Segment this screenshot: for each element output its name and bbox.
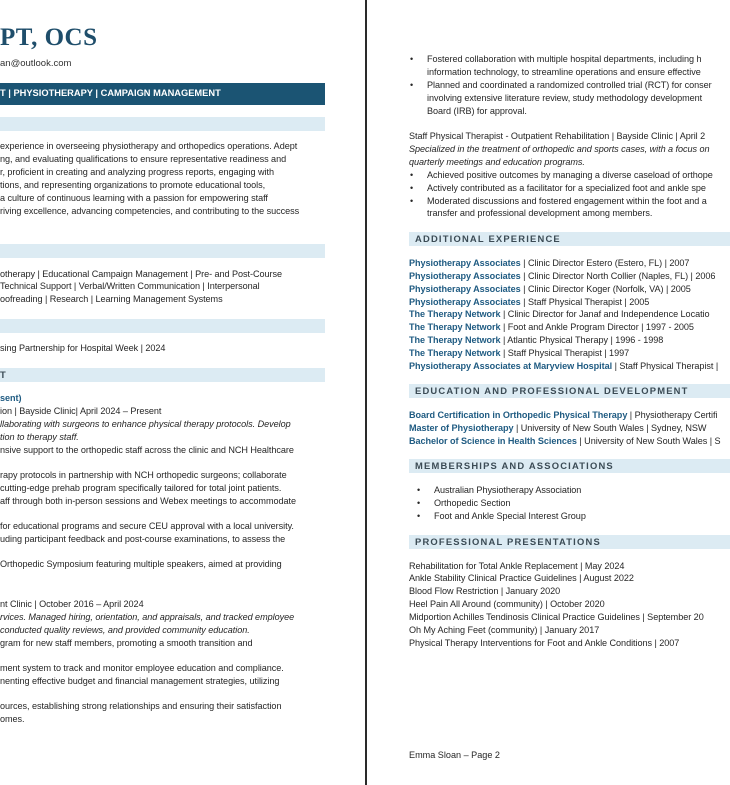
job2-bullet-line: nenting effective budget and financial management strategies, utilizing (0, 676, 280, 686)
bullet-line: Planned and coordinated a randomized controlled trial (RCT) for conser (427, 80, 712, 90)
job1-bullet-line: nsive support to the orthopedic staff across the clinic and NCH Healthcare (0, 445, 294, 455)
membership-item: Australian Physiotherapy Association (434, 485, 582, 495)
job3-bullet: Actively contributed as a facilitator for a specialized foot and ankle spe (427, 183, 706, 193)
additional-experience-item: The Therapy Network | Foot and Ankle Program Director | 1997 - 2005 (409, 322, 694, 332)
bullet-icon: • (417, 511, 421, 521)
education-item: Board Certification in Orthopedic Physical Therapy | Physiotherapy Certifi (409, 410, 718, 420)
presentations-band (409, 535, 730, 549)
job1-bullet-line: rapy protocols in partnership with NCH orthopedic surgeons; collaborate (0, 470, 287, 480)
bullet-line: Fostered collaboration with multiple hospital departments, including h (427, 54, 702, 64)
presentation-item: Rehabilitation for Total Ankle Replacement | May 2024 (409, 561, 625, 571)
job1-bullet-line: uding participant feedback and post-course examinations, to assess the (0, 534, 286, 544)
summary-line: riving excellence, advancing competencies, and contributing to the success (0, 206, 300, 216)
section-header: EDUCATION AND PROFESSIONAL DEVELOPMENT (415, 385, 689, 396)
additional-experience-item: The Therapy Network | Staff Physical Therapist | 1997 (409, 348, 630, 358)
job3-bullet: Moderated discussions and fostered engagement within the foot and a (427, 196, 707, 206)
bullet-line: information technology, to streamline operations and ensure effective (427, 67, 701, 77)
summary-line: ng, and evaluating qualifications to ensure representative readiness and (0, 154, 287, 164)
additional-experience-item: Physiotherapy Associates | Staff Physical Therapist | 2005 (409, 297, 650, 307)
additional-experience-item: Physiotherapy Associates | Clinic Director North Collier (Naples, FL) | 2006 (409, 271, 716, 281)
job1-bullet-line: aff through both in-person sessions and Webex meetings to accommodate (0, 496, 296, 506)
summary-section-band (0, 117, 325, 131)
summary-line: a culture of continuous learning with a passion for empowering staff (0, 193, 268, 203)
bullet-line: involving extensive literature review, study methodology development (427, 93, 703, 103)
job3-description: quarterly meetings and education programs. (409, 157, 585, 167)
additional-experience-item: The Therapy Network | Atlantic Physical Therapy | 1996 - 1998 (409, 335, 664, 345)
membership-item: Orthopedic Section (434, 498, 511, 508)
job2-description: conducted quality reviews, and provided community education. (0, 625, 250, 635)
resume-page-2 (367, 0, 730, 785)
skills-line: otherapy | Educational Campaign Management | Pre- and Post-Course (0, 269, 283, 279)
section-header: PROFESSIONAL PRESENTATIONS (415, 536, 601, 547)
job3-description: Specialized in the treatment of orthopedic and sports cases, with a focus on (409, 144, 710, 154)
additional-experience-band (409, 232, 730, 246)
bullet-icon: • (410, 54, 414, 64)
additional-experience-item: Physiotherapy Associates at Maryview Hospital | Staff Physical Therapist | (409, 361, 719, 371)
bullet-icon: • (410, 80, 414, 90)
bullet-icon: • (410, 183, 414, 193)
bullet-line: Board (IRB) for approval. (427, 106, 527, 116)
page-footer: Emma Sloan – Page 2 (409, 750, 500, 760)
contact-email[interactable]: an@outlook.com (0, 58, 72, 69)
specialty-banner (0, 83, 325, 105)
job1-description: tion to therapy staff. (0, 432, 79, 442)
summary-line: r, proficient in creating and analyzing progress reports, engaging with (0, 167, 274, 177)
section-header: ADDITIONAL EXPERIENCE (415, 233, 561, 244)
bullet-icon: • (417, 498, 421, 508)
job2-title: nt Clinic | October 2016 – April 2024 (0, 599, 144, 609)
candidate-name: PT, OCS (0, 24, 98, 51)
bullet-icon: • (410, 196, 414, 206)
membership-item: Foot and Ankle Special Interest Group (434, 511, 586, 521)
job2-bullet-line: gram for new staff members, promoting a smooth transition and (0, 638, 253, 648)
skills-section-band (0, 244, 325, 258)
education-item: Bachelor of Science in Health Sciences | University of New South Wales | S (409, 436, 721, 446)
summary-line: tions, and representing organizations to promote educational tools, (0, 180, 266, 190)
presentation-item: Heel Pain All Around (community) | October 2020 (409, 599, 605, 609)
additional-experience-item: The Therapy Network | Clinic Director for Janaf and Independence Locatio (409, 309, 710, 319)
job1-company: sent) (0, 393, 22, 403)
presentation-item: Blood Flow Restriction | January 2020 (409, 586, 561, 596)
presentation-item: Ankle Stability Clinical Practice Guidelines | August 2022 (409, 573, 634, 583)
summary-line: experience in overseeing physiotherapy and orthopedics operations. Adept (0, 141, 298, 151)
job1-title: ion | Bayside Clinic| April 2024 – Present (0, 406, 162, 416)
presentation-item: Oh My Aching Feet (community) | January 2017 (409, 625, 600, 635)
education-band (409, 384, 730, 398)
job2-bullet-line: ment system to track and monitor employee education and compliance. (0, 663, 284, 673)
bullet-icon: • (410, 170, 414, 180)
additional-experience-item: Physiotherapy Associates | Clinic Director Estero (Estero, FL) | 2007 (409, 258, 690, 268)
experience-header: T (0, 369, 7, 380)
experience-section-band (0, 368, 325, 382)
banner-text: T | PHYSIOTHERAPY | CAMPAIGN MANAGEMENT (0, 88, 221, 98)
section-header: MEMBERSHIPS AND ASSOCIATIONS (415, 460, 614, 471)
presentation-item: Midportion Achilles Tendinosis Clinical Practice Guidelines | September 20 (409, 612, 704, 622)
job3-title: Staff Physical Therapist - Outpatient Rehabilitation | Bayside Clinic | April 2 (409, 131, 706, 141)
job2-description: rvices. Managed hiring, orientation, and appraisals, and tracked employee (0, 612, 295, 622)
additional-experience-item: Physiotherapy Associates | Clinic Director Koger (Norfolk, VA) | 2005 (409, 284, 691, 294)
job1-description: llaborating with surgeons to enhance physical therapy protocols. Develop (0, 419, 291, 429)
presentation-item: Physical Therapy Interventions for Foot and Ankle Conditions | 2007 (409, 638, 680, 648)
job1-bullet-line: Orthopedic Symposium featuring multiple speakers, aimed at providing (0, 559, 282, 569)
awards-section-band (0, 319, 325, 333)
job1-bullet-line: for educational programs and secure CEU approval with a local university. (0, 521, 294, 531)
skills-line: Technical Support | Verbal/Written Communication | Interpersonal (0, 281, 260, 291)
job3-bullet: transfer and professional development among members. (427, 208, 653, 218)
award-line: sing Partnership for Hospital Week | 2024 (0, 343, 166, 353)
job3-bullet: Achieved positive outcomes by managing a diverse caseload of orthope (427, 170, 713, 180)
job2-bullet-line: omes. (0, 714, 25, 724)
education-item: Master of Physiotherapy | University of New South Wales | Sydney, NSW (409, 423, 707, 433)
bullet-icon: • (417, 485, 421, 495)
skills-line: oofreading | Research | Learning Management Systems (0, 294, 223, 304)
memberships-band (409, 459, 730, 473)
job1-bullet-line: cutting-edge prehab program specifically tailored for total joint patients. (0, 483, 282, 493)
job2-bullet-line: ources, establishing strong relationships and ensuring their satisfaction (0, 701, 282, 711)
